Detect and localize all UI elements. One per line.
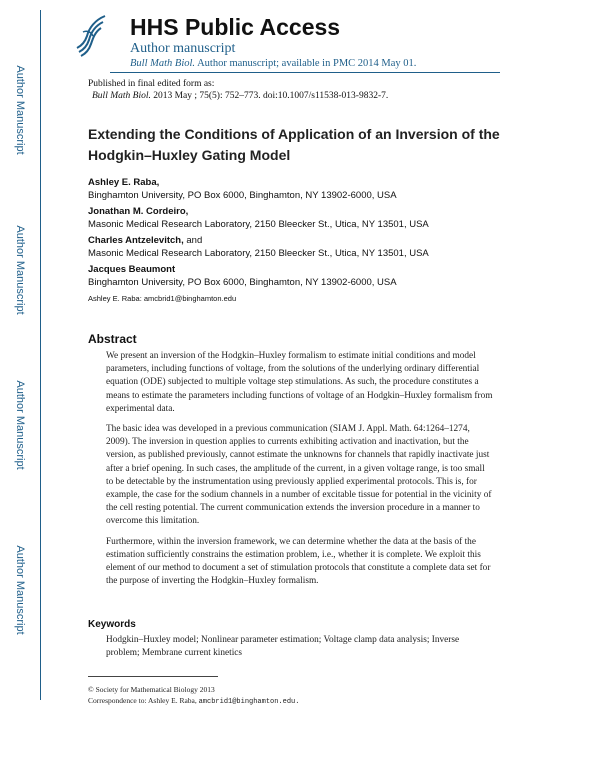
side-margin — [0, 0, 40, 700]
keywords-text: Hodgkin–Huxley model; Nonlinear parameter estimation; Voltage clamp data analysis; Inverse problem; Membrane current kinetics — [106, 635, 460, 658]
abstract-body — [106, 350, 494, 595]
author-entry — [88, 234, 518, 260]
header-journal: Bull Math Biol. — [130, 58, 196, 69]
abstract-paragraph: Furthermore, within the inversion framework, we can determine whether the data at the basis of the estimation sufficiently constrains the estimation problem, i.e., whether it is complete. We exploit this element of our method to document a set of stimulation protocols that constitute a complete data set for the purpose of inverting the Hodgkin–Huxley formalism. — [106, 536, 491, 587]
correspondence-prefix: Correspondence to: Ashley E. Raba, — [88, 696, 197, 705]
hhs-eagle-logo-icon — [75, 12, 109, 58]
author-affiliation: Masonic Medical Research Laboratory, 2150 Bleecker St., Utica, NY 13501, USA — [88, 248, 429, 259]
author-list — [88, 176, 518, 305]
author-entry — [88, 263, 518, 289]
header-subtitle: Author manuscript — [130, 41, 236, 56]
publication-details: 2013 May ; 75(5): 752–773. doi:10.1007/s11538-013-9832-7. — [153, 91, 389, 101]
abstract-heading: Abstract — [88, 332, 137, 346]
author-name: Jonathan M. Cordeiro, — [88, 206, 189, 217]
copyright-note: © Society for Mathematical Biology 2013 — [88, 685, 215, 694]
header-availability-text: Author manuscript; available in PMC 2014 May 01. — [197, 58, 417, 69]
author-affiliation: Binghamton University, PO Box 6000, Binghamton, NY 13902-6000, USA — [88, 190, 397, 201]
author-name-suffix: and — [183, 235, 203, 246]
abstract-paragraph: The basic idea was developed in a previous communication (SIAM J. Appl. Math. 64:1264–1274, 2009). The inversion in question applies to currents exhibiting activation and inactivation, but the version, as published previously, cannot estimate the unknowns for channels that rapidly inactivate just after a brief opening. In such cases, the amplitude of the current, in a given voltage range, is too small to be detectable by the instrumentation using previously applied experimental protocols. This is, for example, the case for the sodium channels in a number of excitable tissue for potential in the vicinity of the cell resting potential. The current communication extends the inversion procedure in a manner to overcome this limitation. — [106, 424, 492, 527]
publication-info — [88, 78, 388, 102]
side-label-author-manuscript: Author Manuscript — [14, 225, 26, 315]
published-line: Published in final edited form as: — [88, 79, 215, 89]
side-label-author-manuscript: Author Manuscript — [14, 545, 26, 635]
author-affiliation: Binghamton University, PO Box 6000, Binghamton, NY 13902-6000, USA — [88, 277, 397, 288]
footnotes — [88, 684, 299, 708]
header-divider — [110, 72, 500, 73]
author-entry — [88, 205, 518, 231]
author-name: Jacques Beaumont — [88, 264, 176, 275]
author-entry — [88, 176, 518, 202]
side-label-author-manuscript: Author Manuscript — [14, 65, 26, 155]
paper-title: Extending the Conditions of Application of an Inversion of the Hodgkin–Huxley Gating Model — [88, 126, 500, 163]
correspondence-email[interactable]: amcbrid1@binghamton.edu. — [198, 698, 300, 706]
correspondence-note — [88, 695, 299, 708]
keywords-heading: Keywords — [88, 619, 136, 630]
header-availability — [130, 58, 416, 69]
author-name: Charles Antzelevitch, — [88, 235, 184, 246]
side-divider — [40, 10, 41, 700]
publication-journal: Bull Math Biol. — [92, 91, 151, 101]
author-name: Ashley E. Raba, — [88, 177, 160, 188]
header-title: HHS Public Access — [130, 14, 341, 40]
publication-citation — [88, 90, 388, 102]
abstract-paragraph: We present an inversion of the Hodgkin–Huxley formalism to estimate initial conditions and model parameters, including functions of voltage, from the solutions of the underlying ordinary differential equation (ODE) subjected to multiple voltage step stimulations. As such, the procedure constitutes a means to estimate the parameters including functions of voltage of an Hodgkin–Huxley formalism from experimental data. — [106, 351, 493, 414]
footnote-divider — [88, 676, 218, 677]
author-email: Ashley E. Raba: amcbrid1@binghamton.edu — [88, 294, 237, 303]
side-label-author-manuscript: Author Manuscript — [14, 380, 26, 470]
author-affiliation: Masonic Medical Research Laboratory, 2150 Bleecker St., Utica, NY 13501, USA — [88, 219, 429, 230]
